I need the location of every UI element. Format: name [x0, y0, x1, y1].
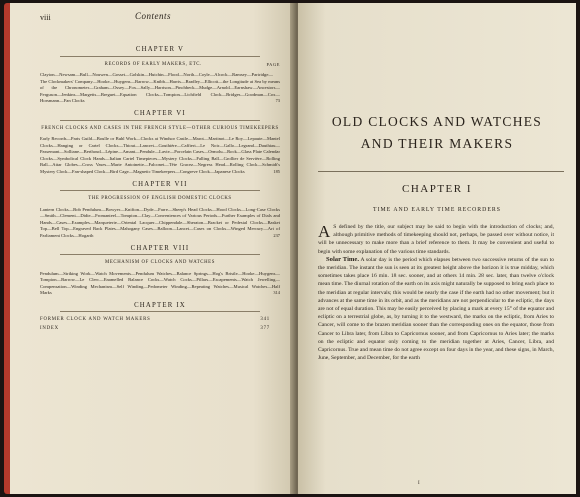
toc-page-ref: 314	[273, 290, 280, 296]
right-page	[298, 3, 576, 494]
toc-final-line: FORMER CLOCK AND WATCH MAKERS 341	[40, 317, 270, 323]
running-head: Contents	[134, 11, 171, 21]
toc-page-ref: 73	[275, 98, 280, 104]
paragraph: A S defined by the title, our subject may be said to begin with the introduction of clocks; and, although primitive methods of timekeeping should not, perhaps, be passed over without notice, it will be unnecessary to make more than a brief reference to them. It may be convenient and useful to begin with some explanation of the various time standards.	[318, 222, 554, 255]
toc-chapter-heading: CHAPTER VIII	[130, 244, 190, 252]
toc-chapter-subtitle: RECORDS OF EARLY MAKERS, ETC. PAGE	[104, 61, 280, 67]
drop-cap: A	[318, 222, 331, 241]
toc-chapter-subtitle: MECHANISM OF CLOCKS AND WATCHES	[105, 260, 215, 266]
toc-chapter-body: Early Records—Paris Guild—Boulle or Buhl Work—Clocks at Windsor Castle—Marot—Martinot—Le Roy—Lepaute—Mantel Clocks—Hanging or Cartel Clocks—Thiout—Lancret—Gouthière—Caffieri—Le Noir—Gallo—Legrand—Dauthiau—Passemant—Solliane—Berthoud—Lépine—Amant—Pendule—Lavie—Porcelain Cases—Ormolu—Rock—Glass Plate Calendar Clocks—Symbolical Clock Hands—Italian Cartel Timepieces—Mystery Clocks—Falling Ball—Grollier de Servière—Rolling Ball—Attar Globes—Cross Vases—Marie Antoinette—Falconet—Tête Gracez—Negress Head—Rolling Clock—Schmidt's Mystery Clock—Fan-shaped Clock—Bird Cage—Magnetic Timekeepers—Congreve Clock—Japanese Clocks 185	[40, 135, 280, 174]
toc-page-ref: 185	[273, 168, 280, 174]
table-of-contents	[40, 47, 280, 333]
toc-chapter	[40, 47, 280, 105]
toc-chapter	[40, 246, 280, 297]
toc-chapter-body: Pendulum—Striking Work—Watch Movements—Pendulum Watches—Balance Springs—Hog's Bristle—Hooke—Huygens—Tompion—Barrow—Le Clerc—Enamelled Balance Cocks—Watch Cocks—Pillars—Escapements—Watch Jewelling—Compensation—Winding Mechanism—Self Winding—Pedometer Winding—Repeating Watches—Musical Watches—Half Marks 314	[40, 270, 280, 296]
toc-chapter	[40, 111, 280, 176]
chapter-body-text	[318, 223, 554, 362]
toc-page-ref: 237	[273, 232, 280, 238]
toc-final-line: INDEX 377	[40, 326, 270, 332]
chapter-title: TIME AND EARLY TIME RECORDERS	[373, 207, 501, 213]
left-page-header	[10, 11, 296, 25]
toc-chapter-heading: CHAPTER V	[135, 46, 185, 53]
toc-chapter-heading: CHAPTER VII	[132, 180, 188, 188]
toc-chapter-heading: CHAPTER VI	[134, 109, 186, 117]
toc-page-ref: 341	[260, 317, 270, 323]
toc-chapter-subtitle: FRENCH CLOCKS AND CASES IN THE FRENCH STYLE—OTHER CURIOUS TIMEKEEPERS	[41, 125, 279, 131]
toc-chapter-heading: CHAPTER IX	[134, 301, 186, 309]
side-heading: Solar Time.	[326, 255, 359, 263]
toc-chapter-body: Lantern Clocks—Bob Pendulum—Bowyer—Knifton—Dyde—Farre—Sheep's Head Clocks—Hood Clocks—Long-Case Clocks—Smith—Clement—Didie—Fromanteel—Tompion—Clay—Conveniences of Various Periods—Further Examples of Dials and Hands—Cases—Examples—Marqueterie—Oriental Lacquer—Chippendale—Sheraton—Bracket or Pedestal Clocks—Basket Top—Bell Top—Engraved Back Plates—Mahogany Cases—Balloon—Lancet—Cases on Clocks—Winged Mercury—Art of Parliament Clocks—Hogarth 237	[40, 206, 280, 238]
page-number: viii	[40, 13, 51, 22]
toc-chapter-body: Clayton—Newsam—Bull—Nouwen—Gosset—Golskin—Hutchin—Flood—North—Coyle—Alcock—Ramsey—Partridge—The Clockmakers' Company—Hooke—Huygens—Barrow—Knibb—Harris—Bradley—Ellicott—the Longitude at Sea by means of the Chronometer—Graham—Ossey—Fox—Sally—Harrison—Pinchbeck—Mudge—Arnold—Earnshaw—Ancestors—Ferguson—Jenkins—Margetts—Breguet—Equation Clocks—Tompion—Lichfield Clock—Bridges—Goodman—Cox—Horsmann—Fan Clocks 73	[40, 72, 280, 104]
toc-chapter	[40, 182, 280, 240]
book-title: OLD CLOCKS AND WATCHES AND THEIR MAKERS	[331, 114, 543, 151]
signature-mark: I	[418, 481, 420, 486]
book-cover-edge	[4, 3, 576, 494]
title-divider	[318, 171, 564, 172]
chapter-number: CHAPTER I	[401, 183, 473, 195]
paragraph: Solar Time. A solar day is the period which elapses between two successive returns of the sun to the meridian. The instant the sun is seen at its greatest height above the horizon it is true midday, which sometimes takes place 16 min. 18 sec. sooner, and at others 14 min. 28 sec. later, than twelve o'clock mean time. The diurnal rotation of the earth on its axis might naturally be supposed to bring each place to the meridian at regular intervals; this would be nearly the case if the earth had no other movement; but it advances at the same time in its orbit, and as the meridians are not perpendicular to the ecliptic, the days are not of equal duration. This may be easily perceived by placing a mark at every 15° of the equator and ecliptic on a terrestrial globe, as, by turning it to the westward, the marks on the ecliptic, from Aries to Cancer, will come to the brazen meridian sooner than the corresponding ones on the equator, those from Cancer to Libra later, from Libra to Capricornus sooner, and from Capricornus to Aries later; the marks on the ecliptic and equator only coming to the meridian together at Aries, Cancer, Libra, and Capricornus. True and mean time do not agree except on four days in the year, and these signs, in March, June, September, and December, for the earth	[318, 255, 555, 362]
left-page	[10, 3, 296, 494]
toc-chapter-subtitle: THE PROGRESSION OF ENGLISH DOMESTIC CLOCKS	[88, 196, 232, 202]
toc-page-ref: 377	[260, 326, 270, 332]
page-label: PAGE	[266, 61, 280, 67]
toc-chapter	[40, 303, 280, 313]
